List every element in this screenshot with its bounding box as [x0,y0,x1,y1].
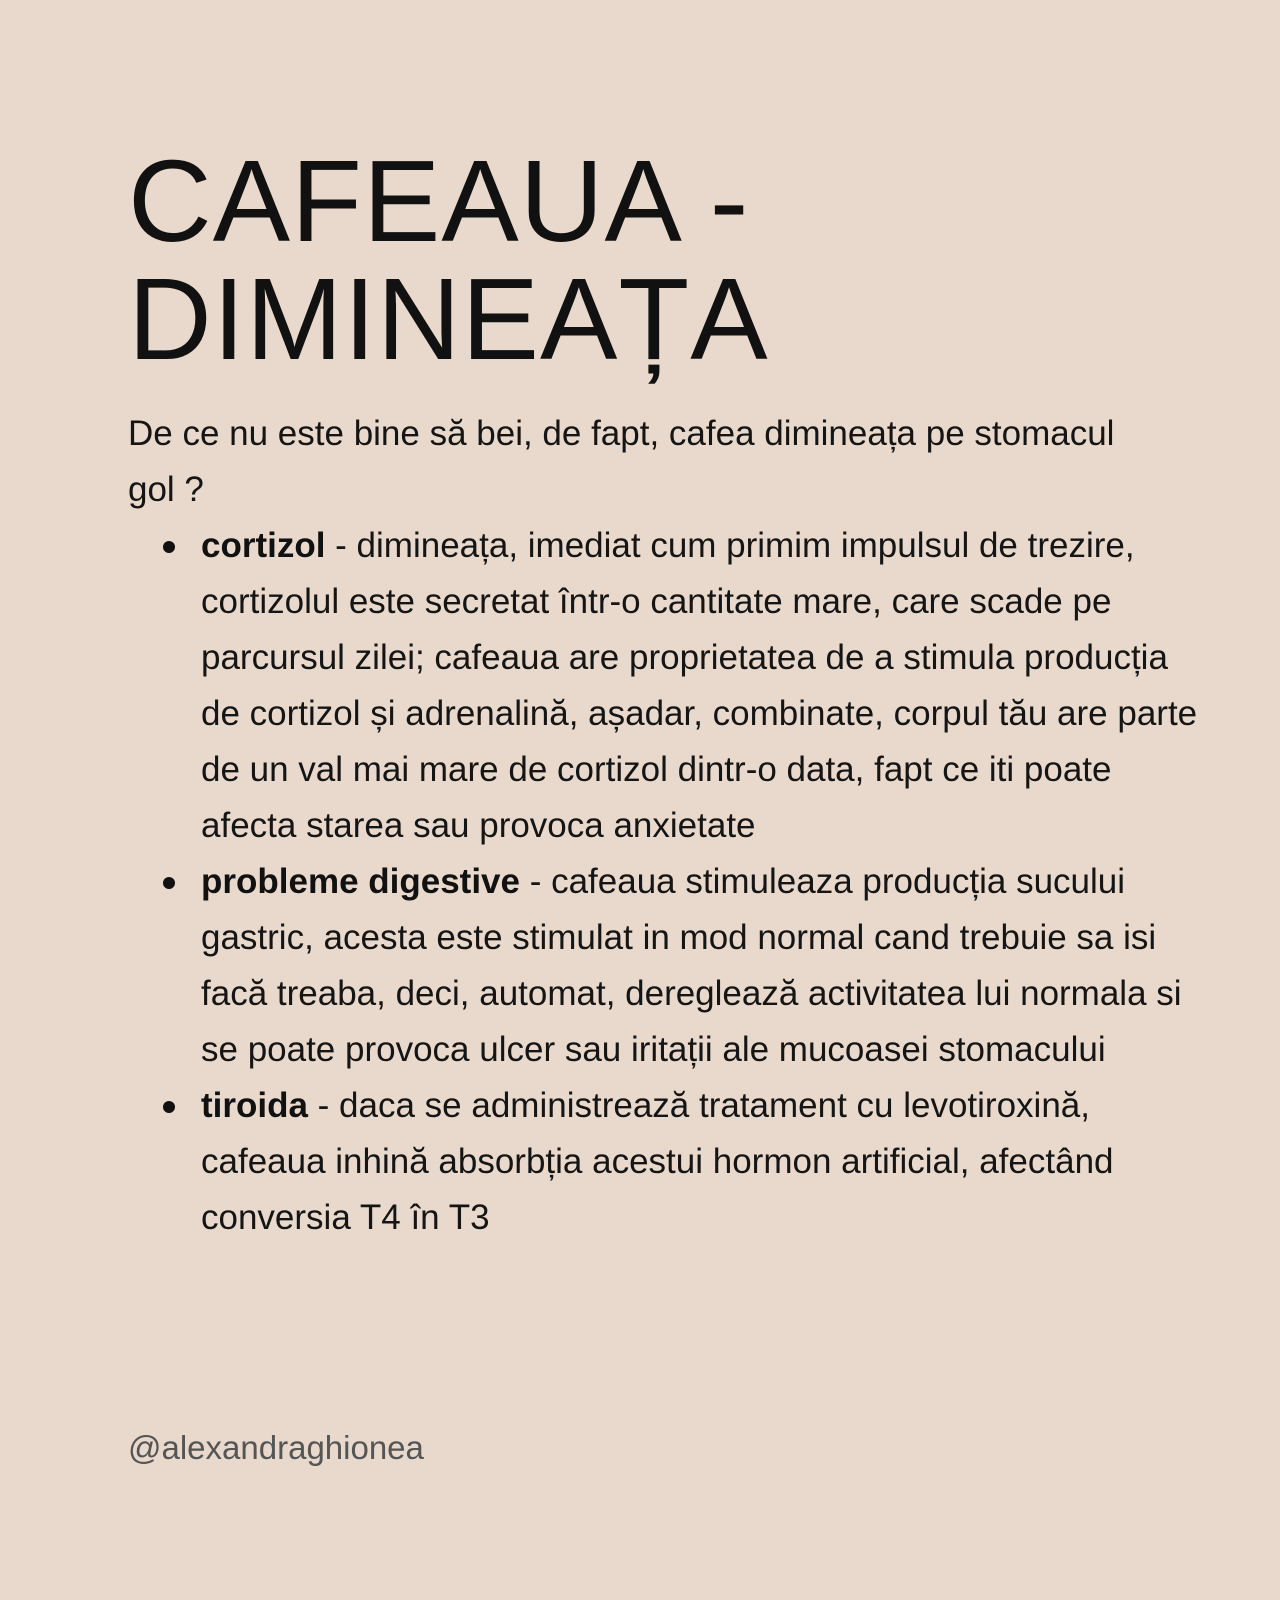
bullet-item-probleme-digestive [201,854,1201,1078]
bullet-text: - daca se administrează tratament cu levotiroxină, cafeaua inhină absorbția acestui hormon artificial, afectând conversia T4 în T3 [201,1086,1114,1237]
bullet-term: tiroida [201,1086,308,1125]
author-handle: @alexandraghionea [128,1429,424,1466]
bullet-list [128,518,1201,1246]
title-line-1: CAFEAUA - [128,136,750,266]
bullet-term: probleme digestive [201,862,520,901]
bullet-item-cortizol [201,518,1201,854]
bullet-text: - dimineața, imediat cum primim impulsul de trezire, cortizolul este secretat într-o cantitate mare, care scade pe parcursul zilei; cafeaua are proprietatea de a stimula producția de cortizol și adrenalină, așadar, combinate, corpul tău are parte de un val mai mare de cortizol dintr-o data, fapt ce iti poate afecta starea sau provoca anxietate [201,526,1198,845]
page-title [128,136,1280,384]
bullet-text: - cafeaua stimuleaza producția sucului gastric, acesta este stimulat in mod normal cand trebuie sa isi facă treaba, deci, automat, dereglează activitatea lui normala si se poate provoca ulcer sau iritații ale mucoasei stomacului [201,862,1182,1069]
title-line-2: DIMINEAȚA [128,254,769,384]
bullet-dot-icon [163,1101,175,1113]
bullet-item-tiroida [201,1078,1201,1246]
intro-question: De ce nu este bine să bei, de fapt, cafea dimineața pe stomacul gol ? [128,414,1115,509]
bullet-dot-icon [163,877,175,889]
bullet-term: cortizol [201,526,326,565]
bullet-dot-icon [163,541,175,553]
